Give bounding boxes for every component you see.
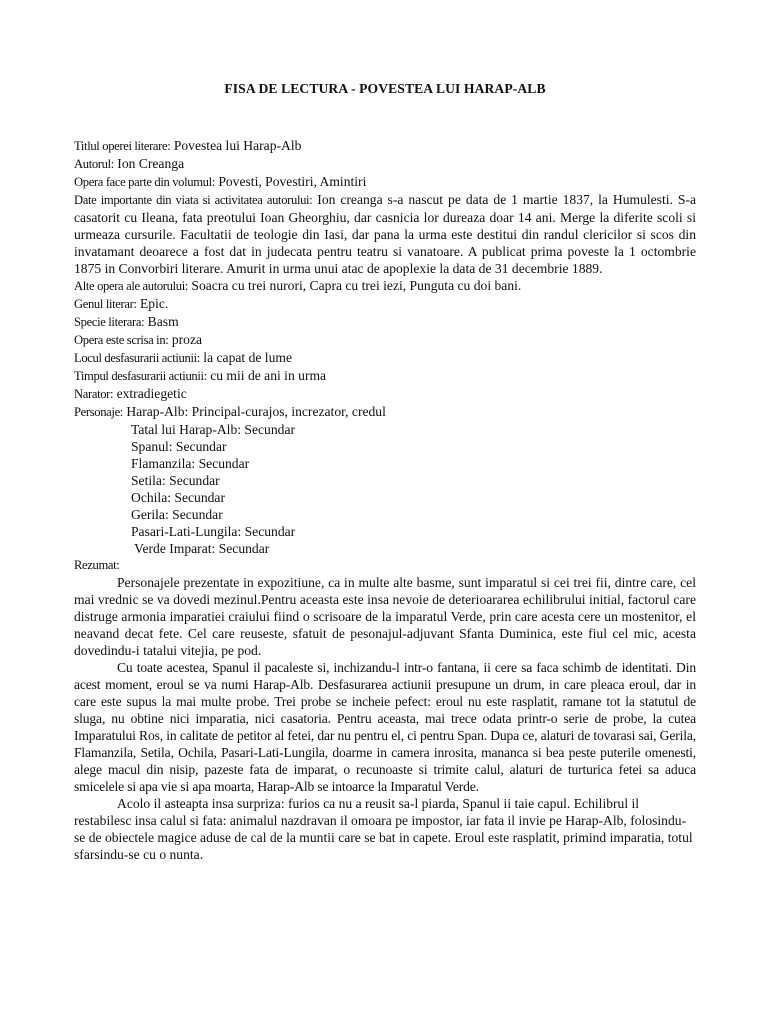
field-value: cu mii de ani in urma [206,368,327,383]
summary-paragraph: Acolo il asteapta insa surpriza: furios ca nu a reusit sa-l piarda, Spanul ii taie capul. Echilibrul il restabilesc insa calul si fata: animalul nazdravan il omoara pe impostor, iar fata il invie pe Harap-Alb, folosindu-se de obiectele magice aduse de cal de la muntii care se bat in capete. Eroul este rasplatit, primind imparatia, totul sfarsindu-se cu o nunta. [74,796,693,862]
field-form [74,331,696,349]
field-species [74,313,696,331]
character-item: Verde Imparat: Secundar [131,541,270,556]
document-page [74,80,696,863]
field-biography [74,191,696,277]
field-title [74,137,696,155]
field-author [74,155,696,173]
field-label: Date importante din viata si activitatea autorului: [74,193,313,207]
summary-paragraph: Personajele prezentate in expozitiune, ca in multe alte basme, sunt imparatul si cei trei fii, dintre care, cel mai vrednic se va dovedi mezinul.Pentru aceasta este insa nevoie de deterioararea echilibrului initial, factorul care distruge armonia imparatiei craiului fiind o scrisoare de la imparatul Verde, prin care acesta cere un mostenitor, el neavand decat fete. Cel care reuseste, sfatuit de pesonajul-adjuvant Sfanta Duminica, este fiul cel mic, acesta dovedindu-i tatalui vitejia, pe pod. [74,575,696,658]
field-value: Ion Creanga [113,156,185,171]
field-narrator [74,385,696,403]
characters-section [74,403,696,557]
character-item: Pasari-Lati-Lungila: Secundar [131,524,296,539]
field-label: Opera este scrisa in: [74,333,169,347]
character-item: Flamanzila: Secundar [131,456,250,471]
characters-label: Personaje: [74,405,123,419]
summary-paragraph: Cu toate acestea, Spanul il pacaleste si, inchizandu-l intr-o fantana, ii cere sa faca schimb de identitati. Din acest moment, eroul se va numi Harap-Alb. Desfasurarea actiunii presupune un drum, in care pleaca eroul, dar in care este supus la mai multe probe. Trei probe se incheie pefect: eroul nu este rasplatit, ramane tot la statutul de sluga, nu obtine nici imparatia, nici casatoria. Pentru aceasta, mai trece odata printr-o serie de probe, la cutea Imparatului Ros, in calitate de petitor al fetei, dar nu pentru el, ci pentru Span. Dupa ce, alaturi de tovarasi sai, Gerila, Flamanzila, Setila, Ochila, Pasari-Lati-Lungila, doarme in camera inrosita, mananca si bea peste puterile omenesti, alege macul din nisip, pazeste fata de imparat, o recunoaste si trimite calul, alaturi de turturica fetei sa aduca smicelele si apa vie si apa moarta, Harap-Alb se intoarce la Imparatul Verde. [74,660,696,794]
field-value: Povestea lui Harap-Alb [170,138,302,153]
character-item: Ochila: Secundar [131,490,225,505]
field-value: Povesti, Povestiri, Amintiri [214,174,367,189]
field-label: Specie literara: [74,315,145,329]
field-value: Ion creanga s-a nascut pe data de 1 martie 1837, la Humulesti. S-a casatorit cu Ileana, fata preotului Ioan Gheorghiu, dar casnicia lor dureaza doar 14 ani. Merge la diferite scoli si urmeaza cursurile. Facultatii de teologie din Iasi, dar pana la urma este destitui din randul clericilor si scos din invatamant deoarece a fost dat in judecata pentru teatru si vanatoare. A publicat prima poveste la 1 octombrie 1875 in Convorbiri literare. Amurit in urma unui atac de apoplexie la data de 31 decembrie 1889. [74,192,696,276]
character-item: Gerila: Secundar [131,507,223,522]
document-title: FISA DE LECTURA - POVESTEA LUI HARAP-ALB [224,81,546,96]
character-item: Setila: Secundar [131,473,220,488]
field-genre [74,295,696,313]
field-place [74,349,696,367]
field-label: Titlul operei literare: [74,139,171,153]
field-volume [74,173,696,191]
summary-label: Rezumat: [74,558,120,572]
field-other-works [74,277,696,295]
field-value: Basm [144,314,179,329]
field-time [74,367,696,385]
field-label: Narator: [74,387,114,401]
field-label: Genul literar: [74,297,137,311]
field-value: Epic. [136,296,169,311]
field-label: Locul desfasurarii actiunii: [74,351,200,365]
field-value: la capat de lume [199,350,292,365]
field-label: Timpul desfasurarii actiunii: [74,369,207,383]
character-item: Spanul: Secundar [131,439,227,454]
field-value: Soacra cu trei nurori, Capra cu trei iezi, Punguta cu doi bani. [188,278,522,293]
fields-section [74,137,696,403]
characters-first-line [74,403,696,421]
summary-section [74,557,696,863]
field-label: Opera face parte din volumul: [74,175,215,189]
field-value: proza [168,332,203,347]
field-value: extradiegetic [113,386,187,401]
character-main: Harap-Alb: Principal-curajos, increzator, credul [122,404,386,419]
character-item: Tatal lui Harap-Alb: Secundar [131,422,296,437]
field-label: Autorul: [74,157,114,171]
field-label: Alte opera ale autorului: [74,279,188,293]
